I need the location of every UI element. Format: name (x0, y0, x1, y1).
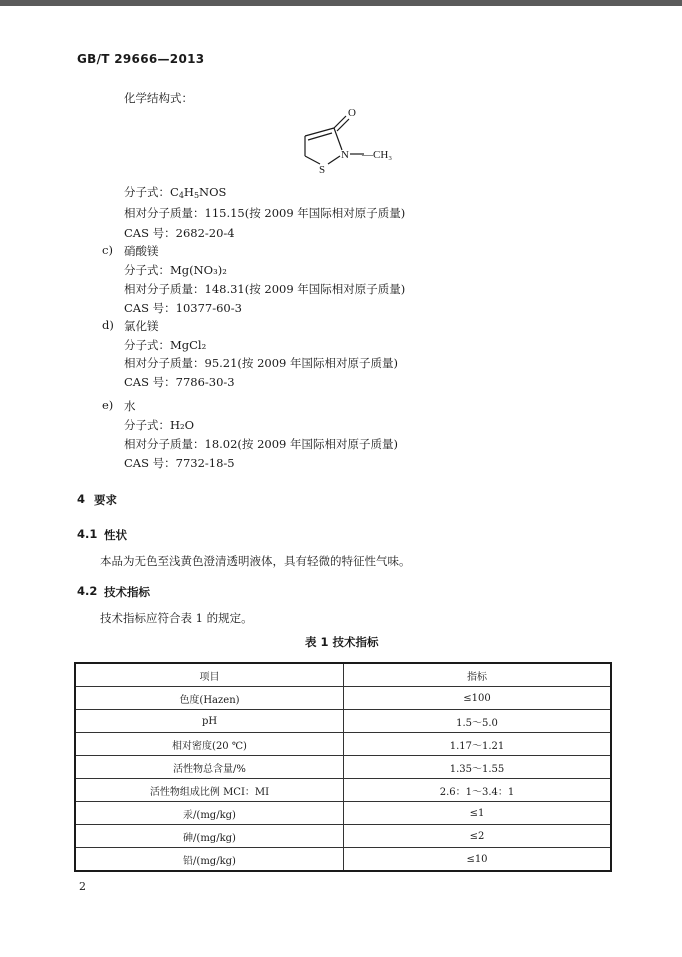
table-row (75, 756, 611, 779)
row-value: ≤2 (344, 825, 612, 848)
row-item: 活性物总含量/% (75, 756, 344, 779)
row-value: 1.17～1.21 (344, 733, 612, 756)
bond-c5-s (305, 156, 320, 164)
row-value: 1.35～1.55 (344, 756, 612, 779)
table-row (75, 802, 611, 825)
bond-c3-n (334, 128, 342, 150)
atom-nitrogen: N (341, 149, 349, 161)
compound-c-cas: CAS 号：10377-60-3 (124, 301, 242, 315)
table-header-row (75, 663, 611, 687)
compound-d-name: 氯化镁 (124, 319, 159, 333)
section-4-1-title: 性状 (104, 528, 127, 542)
table-row (75, 848, 611, 872)
atom-oxygen: O (348, 107, 356, 119)
row-item: 相对密度(20 ℃) (75, 733, 344, 756)
table-row (75, 779, 611, 802)
compound-e-formula: 分子式：H₂O (124, 418, 195, 432)
row-value: ≤10 (344, 848, 612, 872)
table-row (75, 825, 611, 848)
row-item: 铅/(mg/kg) (75, 848, 344, 872)
row-value: 1.5～5.0 (344, 710, 612, 733)
header-indicator: 指标 (344, 663, 612, 687)
top-border-bar (0, 0, 682, 6)
compound-e-cas: CAS 号：7732-18-5 (124, 456, 235, 470)
section-4-1-text: 本品为无色至浅黄色澄清透明液体，具有轻微的特征性气味。 (100, 554, 411, 568)
compound-e-name: 水 (124, 399, 136, 413)
compound-a-mass: 相对分子质量：115.15(按 2009 年国际相对原子质量) (124, 206, 406, 220)
compound-c-name: 硝酸镁 (124, 244, 159, 258)
compound-d-cas: CAS 号：7786-30-3 (124, 375, 235, 389)
row-value: ≤100 (344, 687, 612, 710)
technical-spec-table (74, 662, 612, 872)
bond-carbonyl-double (337, 119, 349, 131)
row-item: 汞/(mg/kg) (75, 802, 344, 825)
section-4-number: 4 (77, 492, 86, 506)
bond-s-n (328, 156, 340, 164)
section-4-1-number: 4.1 (77, 527, 98, 541)
compound-e-marker: e) (102, 398, 114, 412)
standard-code-header: GB/T 29666—2013 (77, 52, 205, 66)
compound-c-mass: 相对分子质量：148.31(按 2009 年国际相对原子质量) (124, 282, 406, 296)
table-row (75, 710, 611, 733)
table-row (75, 687, 611, 710)
compound-a-cas: CAS 号：2682-20-4 (124, 226, 235, 240)
row-item: 色度(Hazen) (75, 687, 344, 710)
row-item: 活性物组成比例 MCI：MI (75, 779, 344, 802)
compound-d-mass: 相对分子质量：95.21(按 2009 年国际相对原子质量) (124, 356, 398, 370)
atom-methyl: —CH₃ (362, 149, 393, 161)
header-item: 项目 (75, 663, 344, 687)
section-4-2-number: 4.2 (77, 584, 98, 598)
compound-a-formula: 分子式：$C_4H_5NOS$ (124, 185, 227, 200)
compound-c-formula: 分子式：Mg(NO₃)₂ (124, 263, 227, 277)
compound-e-mass: 相对分子质量：18.02(按 2009 年国际相对原子质量) (124, 437, 398, 451)
table-caption: 表 1 技术指标 (305, 635, 379, 649)
compound-d-formula: 分子式：MgCl₂ (124, 338, 207, 352)
compound-c-marker: c) (102, 243, 113, 257)
row-item: 砷/(mg/kg) (75, 825, 344, 848)
atom-sulfur: S (319, 164, 326, 176)
row-value: ≤1 (344, 802, 612, 825)
section-4-2-title: 技术指标 (104, 585, 150, 599)
table-row (75, 733, 611, 756)
section-4-title: 要求 (94, 493, 117, 507)
bond-carbonyl (334, 116, 346, 128)
row-value: 2.6：1～3.4：1 (344, 779, 612, 802)
chemical-structure-diagram (290, 104, 400, 184)
row-item: pH (75, 710, 344, 733)
page-number: 2 (79, 880, 86, 893)
structure-label: 化学结构式： (124, 91, 193, 105)
section-4-2-text: 技术指标应符合表 1 的规定。 (100, 611, 253, 625)
compound-d-marker: d) (102, 318, 114, 332)
bond-c4-c3 (305, 128, 334, 136)
